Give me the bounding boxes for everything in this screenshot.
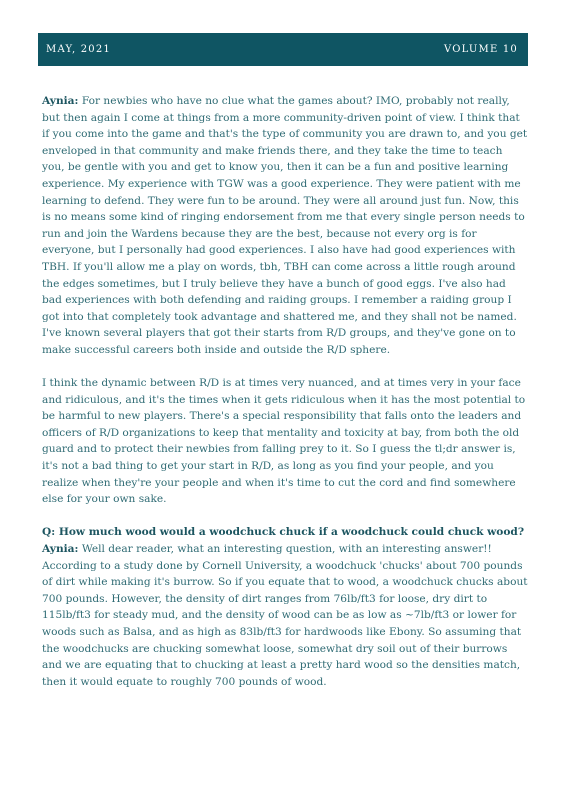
- speaker-label: Aynia:: [42, 95, 79, 107]
- question-heading: Q: How much wood would a woodchuck chuck if a woodchuck could chuck wood?: [42, 526, 525, 539]
- answer-text: For newbies who have no clue what the games about? IMO, probably not really, but then again I come at things from a more community-driven point of view. I think that if you come into the game and that's the type of community you are drawn to, and you get enveloped in that community and make friends there, and they take the time to teach you, be gentle with you and get to know you, then it can be a fun and positive learning experience. My experience with TGW was a good experience. They were patient with me learning to defend. They were fun to be around. They were all around just fun. Now, this is no means some kind of ringing endorsement from me that every single person needs to run and join the Wardens because they are the best, because not every org is for everyone, but I personally had good experiences. I also have had good experiences with TBH. If you'll allow me a play on words, tbh, TBH can come across a little rough around the edges sometimes, but I truly believe they have a bunch of good eggs. I've also had bad experiences with both defending and raiding groups. I remember a raiding group I got into that completely took advantage and shattered me, and they shall not be named. I've known several players that got their starts from R/D groups, and they've gone on to make successful careers both inside and outside the R/D sphere.: [42, 95, 528, 356]
- answer-paragraph-3: [42, 541, 528, 690]
- speaker-label: Aynia:: [42, 543, 79, 556]
- issue-date: MAY, 2021: [46, 44, 111, 55]
- answer-text: Well dear reader, what an interesting question, with an interesting answer!! According to a study done by Cornell University, a woodchuck 'chucks' about 700 pounds of dirt while making it's burrow. So if you equate that to wood, a woodchuck chucks about 700 pounds. However, the density of dirt ranges from 76lb/ft3 for loose, dry dirt to 115lb/ft3 for steady mud, and the density of wood can be as low as ~7lb/ft3 or lower for woods such as Balsa, and as high as 83lb/ft3 for hardwoods like Ebony. So assuming that the woodchucks are chucking somewhat loose, somewhat dry soil out of their burrows and we are equating that to chucking at least a pretty hard wood so the densities match, then it would equate to roughly 700 pounds of wood.: [42, 543, 528, 688]
- answer-paragraph-2: [42, 375, 528, 508]
- article-body: [42, 93, 528, 707]
- answer-paragraph-1: [42, 93, 528, 359]
- issue-volume: VOLUME 10: [443, 44, 518, 55]
- answer-text: I think the dynamic between R/D is at times very nuanced, and at times very in your face and ridiculous, and it's the times when it gets ridiculous when it has the most potential to be harmful to new players. There's a special responsibility that falls onto the leaders and officers of R/D organizations to keep that mentality and toxicity at bay, from both the old guard and to protect their newbies from falling prey to it. So I guess the tl;dr answer is, it's not a bad thing to get your start in R/D, as long as you find your people, and you realize when they're your people and when it's time to cut the cord and find somewhere else for your own sake.: [42, 377, 526, 506]
- newsletter-header-bar: [38, 33, 528, 66]
